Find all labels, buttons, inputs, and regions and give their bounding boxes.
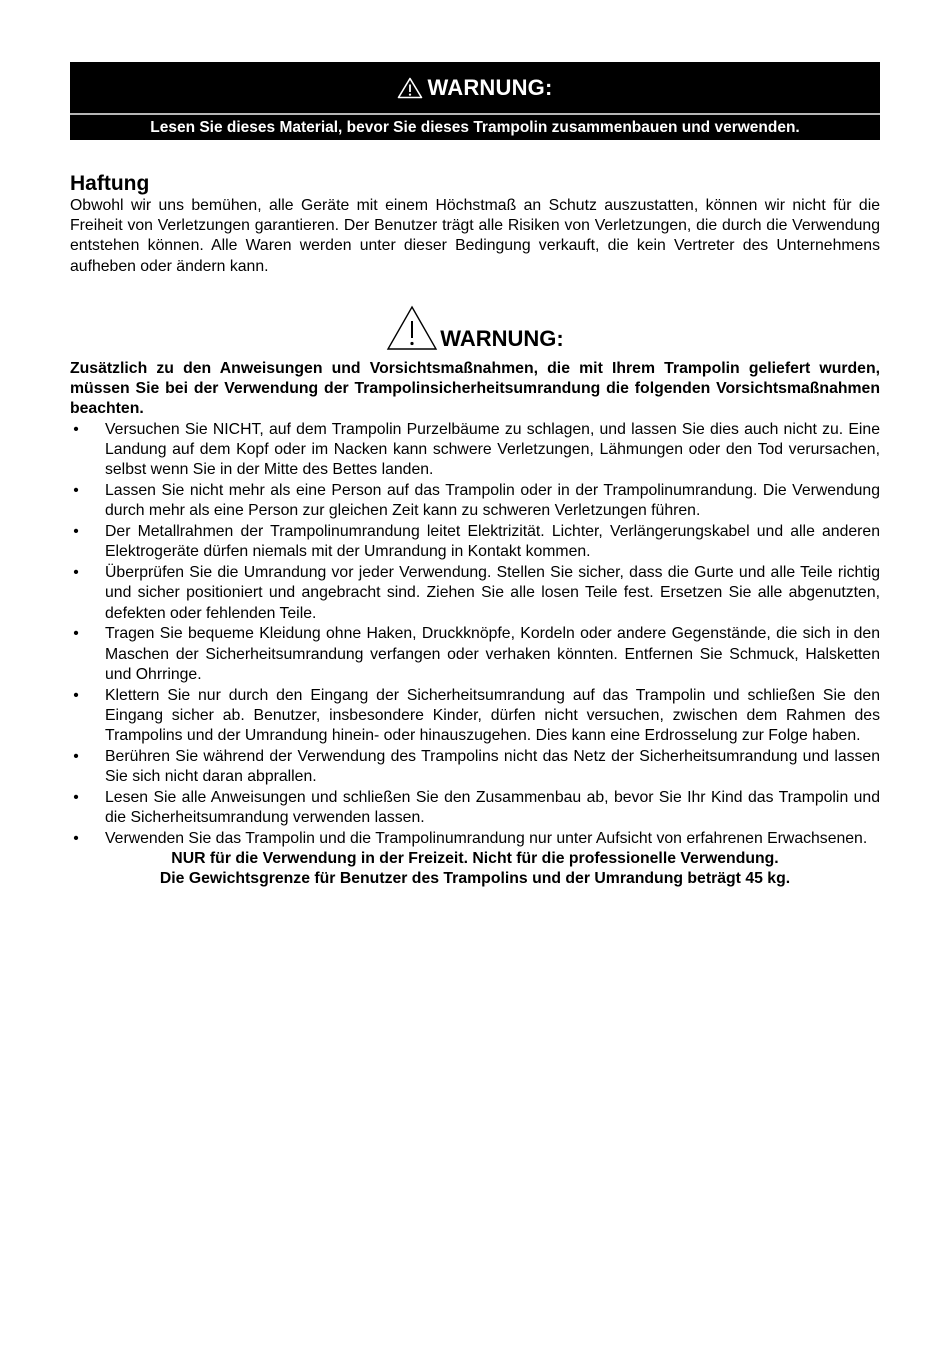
closing-weight-limit: Die Gewichtsgrenze für Benutzer des Trampolins und der Umrandung beträgt 45 kg. [159, 870, 791, 888]
warning-banner-subtitle: Lesen Sie dieses Material, bevor Sie dieses Trampolin zusammenbauen und verwenden. [150, 119, 800, 136]
list-item [70, 829, 880, 849]
list-item-text: Lesen Sie alle Anweisungen und schließen Sie den Zusammenbau ab, bevor Sie Ihr Kind das Trampolin und die Sicherheitsumrandung verwenden lassen. [105, 788, 880, 827]
bullet: • [73, 747, 79, 765]
warning-triangle-icon [386, 305, 438, 351]
list-item-text: Verwenden Sie das Trampolin und die Trampolinumrandung nur unter Aufsicht von erfahrenen Erwachsenen. [105, 829, 868, 847]
warning-triangle-icon [397, 77, 423, 99]
document-page [70, 62, 880, 889]
list-item [70, 788, 880, 828]
list-item [70, 522, 880, 562]
list-item [70, 420, 880, 481]
bullet: • [73, 482, 79, 500]
warning-banner [70, 62, 880, 140]
bullet: • [73, 564, 79, 582]
warning-banner-title: WARNUNG: [427, 74, 553, 100]
list-item-text: Klettern Sie nur durch den Eingang der Sicherheitsumrandung auf das Trampolin und schließen Sie den Eingang sicher ab. Benutzer, insbesondere Kinder, dürfen nicht versuchen, zwischen dem Rahmen des Trampolins und der Umrandung hinein- oder hinauszugehen. Dies kann eine Erdrosselung zur Folge haben. [105, 686, 880, 745]
list-item [70, 686, 880, 747]
bullet: • [73, 686, 79, 704]
warning-intro: Zusätzlich zu den Anweisungen und Vorsichtsmaßnahmen, die mit Ihrem Trampolin geliefert wurden, müssen Sie bei der Verwendung der Trampolinsicherheitsumrandung die folgenden Vorsichtsmaßnahmen beachten. [70, 359, 880, 418]
list-item-text: Der Metallrahmen der Trampolinumrandung leitet Elektrizität. Lichter, Verlängerungskabel und alle anderen Elektrogeräte dürfen niemals mit der Umrandung in Kontakt kommen. [105, 523, 880, 561]
list-item [70, 747, 880, 787]
warning-heading [70, 303, 880, 351]
list-item-text: Versuchen Sie NICHT, auf dem Trampolin Purzelbäume zu schlagen, und lassen Sie dies auch nicht zu. Eine Landung auf dem Kopf oder im Nacken kann schwere Verletzungen, Lähmungen oder den Tod verursachen, selbst wenn Sie in der Mitte des Bettes landen. [105, 421, 880, 479]
closing-leisure-note: NUR für die Verwendung in der Freizeit. Nicht für die professionelle Verwendung. [171, 850, 779, 868]
bullet: • [73, 829, 79, 847]
liability-heading: Haftung [70, 172, 150, 195]
list-item [70, 563, 880, 624]
list-item-text: Tragen Sie bequeme Kleidung ohne Haken, Druckknöpfe, Kordeln oder andere Gegenstände, die sich in den Maschen der Sicherheitsumrandung verfangen oder verhaken könnten. Entfernen Sie Schmuck, Halsketten und Ohrringe. [105, 625, 880, 683]
list-item-text: Berühren Sie während der Verwendung des Trampolins nicht das Netz der Sicherheitsumrandung und lassen Sie sich nicht daran abprallen. [105, 747, 880, 786]
bullet: • [73, 421, 79, 439]
list-item-text: Lassen Sie nicht mehr als eine Person auf das Trampolin oder in der Trampolinumrandung. Die Verwendung durch mehr als eine Person zur gleichen Zeit kann zu schweren Verletzungen führen. [105, 482, 880, 520]
bullet: • [73, 523, 79, 541]
warning-banner-header [70, 62, 880, 113]
bullet: • [73, 788, 79, 806]
list-item [70, 624, 880, 685]
list-item-text: Überprüfen Sie die Umrandung vor jeder Verwendung. Stellen Sie sicher, dass die Gurte und alle Teile richtig und sicher positioniert und angebracht sind. Ziehen Sie alle losen Teile fest. Ersetzen Sie alle abgenutzten, defekten oder fehlenden Teile. [105, 564, 880, 622]
precautions-list [70, 420, 880, 849]
liability-text: Obwohl wir uns bemühen, alle Geräte mit einem Höchstmaß an Schutz auszustatten, können wir nicht für die Freiheit von Verletzungen garantieren. Der Benutzer trägt alle Risiken von Verletzungen, die durch die Verwendung entstehen können. Alle Waren werden unter dieser Bedingung verkauft, die kein Vertreter des Unternehmens aufheben oder ändern kann. [70, 197, 880, 275]
list-item [70, 481, 880, 521]
warning-title: WARNUNG: [440, 325, 564, 351]
bullet: • [73, 625, 79, 643]
